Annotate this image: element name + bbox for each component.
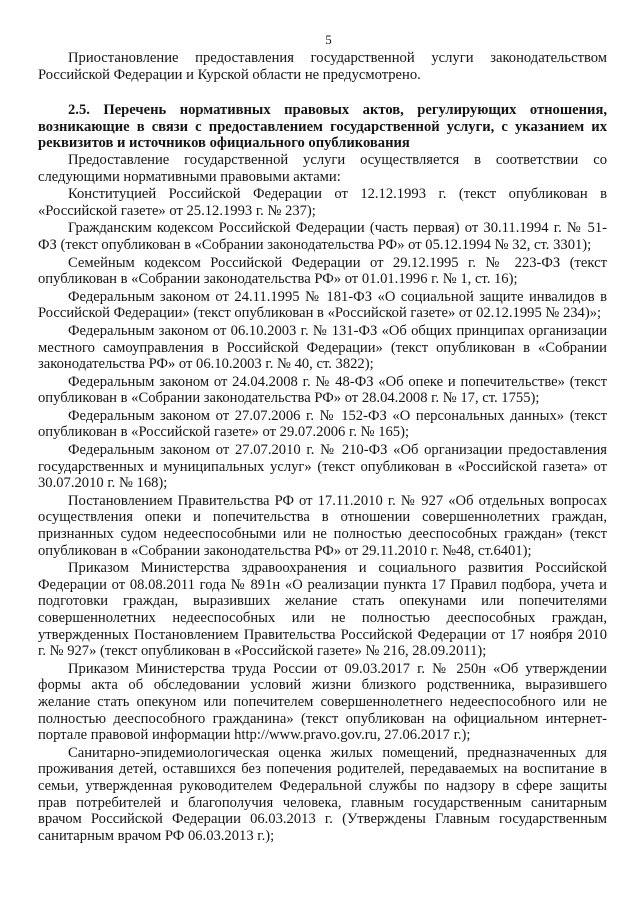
list-item: Семейным кодексом Российской Федерации от 29.12.1995 г. № 223-ФЗ (текст опубликован в «Собрании законодательства РФ» от 01.01.1996 г. № 1, ст. 16); [38, 254, 607, 288]
list-item: Федеральным законом от 06.10.2003 г. № 131-ФЗ «Об общих принципах организации местного самоуправления в Российской Федерации» (текст опубликован в «Собрании законодательства РФ» от 06.10.2003 г. № 40, ст. 3822); [38, 322, 607, 373]
legal-acts-list [38, 186, 607, 844]
page-number: 5 [325, 32, 332, 47]
list-item: Санитарно-эпидемиологическая оценка жилых помещений, предназначенных для проживания детей, оставшихся без попечения родителей, передаваемых на воспитание в семьи, утвержденная руководителем Федеральной службы по надзору в сфере защиты прав потребителей и благополучия человека, главным государственным санитарным врачом Российской Федерации 06.03.2013 г. (Утверждены Главным государственным санитарным врачом РФ 06.03.2013 г.); [38, 744, 607, 844]
list-item: Гражданским кодексом Российской Федерации (часть первая) от 30.11.1994 г. № 51-ФЗ (текст опубликован в «Собрании законодательства РФ» от 05.12.1994 № 32, ст. 3301); [38, 220, 607, 253]
list-item: Приказом Министерства здравоохранения и социального развития Российской Федерации от 08.08.2011 года № 891н «О реализации пункта 17 Правил подбора, учета и подготовки граждан, выразивших желание стать опекунами или попечителями совершеннолетних недееспособных или не полностью дееспособных граждан, утвержденных Постановлением Правительства Российской Федерации от 17 ноября 2010 г. № 927» (текст опубликован в «Российской газете» № 216, 28.09.2011); [38, 560, 607, 660]
section-lead: Предоставление государственной услуги осуществляется в соответствии со следующими нормативными правовыми актами: [38, 151, 607, 185]
list-item: Постановлением Правительства РФ от 17.11.2010 г. № 927 «Об отдельных вопросах осуществления опеки и попечительства в отношении совершеннолетних граждан, признанных судом недееспособными или не полностью дееспособных граждан» (текст опубликован в «Собрании законодательства РФ» от 29.11.2010 г. №48, ст.6401); [38, 492, 607, 559]
list-item: Федеральным законом от 24.04.2008 г. № 48-ФЗ «Об опеке и попечительстве» (текст опубликован в «Собрании законодательства РФ» от 28.04.2008 г. № 17, ст. 1755); [38, 373, 607, 407]
section-heading: 2.5. Перечень нормативных правовых актов, регулирующих отношения, возникающие в связи с предоставлением государственной услуги, с указанием их реквизитов и источников официального опубликования [38, 102, 607, 152]
intro-paragraph: Приостановление предоставления государственной услуги законодательством Российской Федерации и Курской области не предусмотрено. [38, 50, 607, 83]
list-item: Приказом Министерства труда России от 09.03.2017 г. № 250н «Об утверждении формы акта об обследовании условий жизни близкого родственника, выразившего желание стать опекуном или попечителем совершеннолетнего недееспособного или не полностью дееспособного гражданина» (текст опубликован на официальном интернет-портале правовой информации http://www.pravo.gov.ru, 27.06.2017 г.); [38, 660, 607, 744]
list-item: Федеральным законом от 24.11.1995 № 181-ФЗ «О социальной защите инвалидов в Российской Федерации» (текст опубликован в «Российской газете» от 02.12.1995 № 234)»; [38, 288, 607, 322]
list-item: Федеральным законом от 27.07.2006 г. № 152-ФЗ «О персональных данных» (текст опубликован в «Российской газете» от 29.07.2006 г. № 165); [38, 407, 607, 441]
list-item: Конституцией Российской Федерации от 12.12.1993 г. (текст опубликован в «Российской газете» от 25.12.1993 г. № 237); [38, 186, 607, 219]
list-item: Федеральным законом от 27.07.2010 г. № 210-ФЗ «Об организации предоставления государственных и муниципальных услуг» (текст опубликован в «Российской газета» от 30.07.2010 г. № 168); [38, 442, 607, 492]
